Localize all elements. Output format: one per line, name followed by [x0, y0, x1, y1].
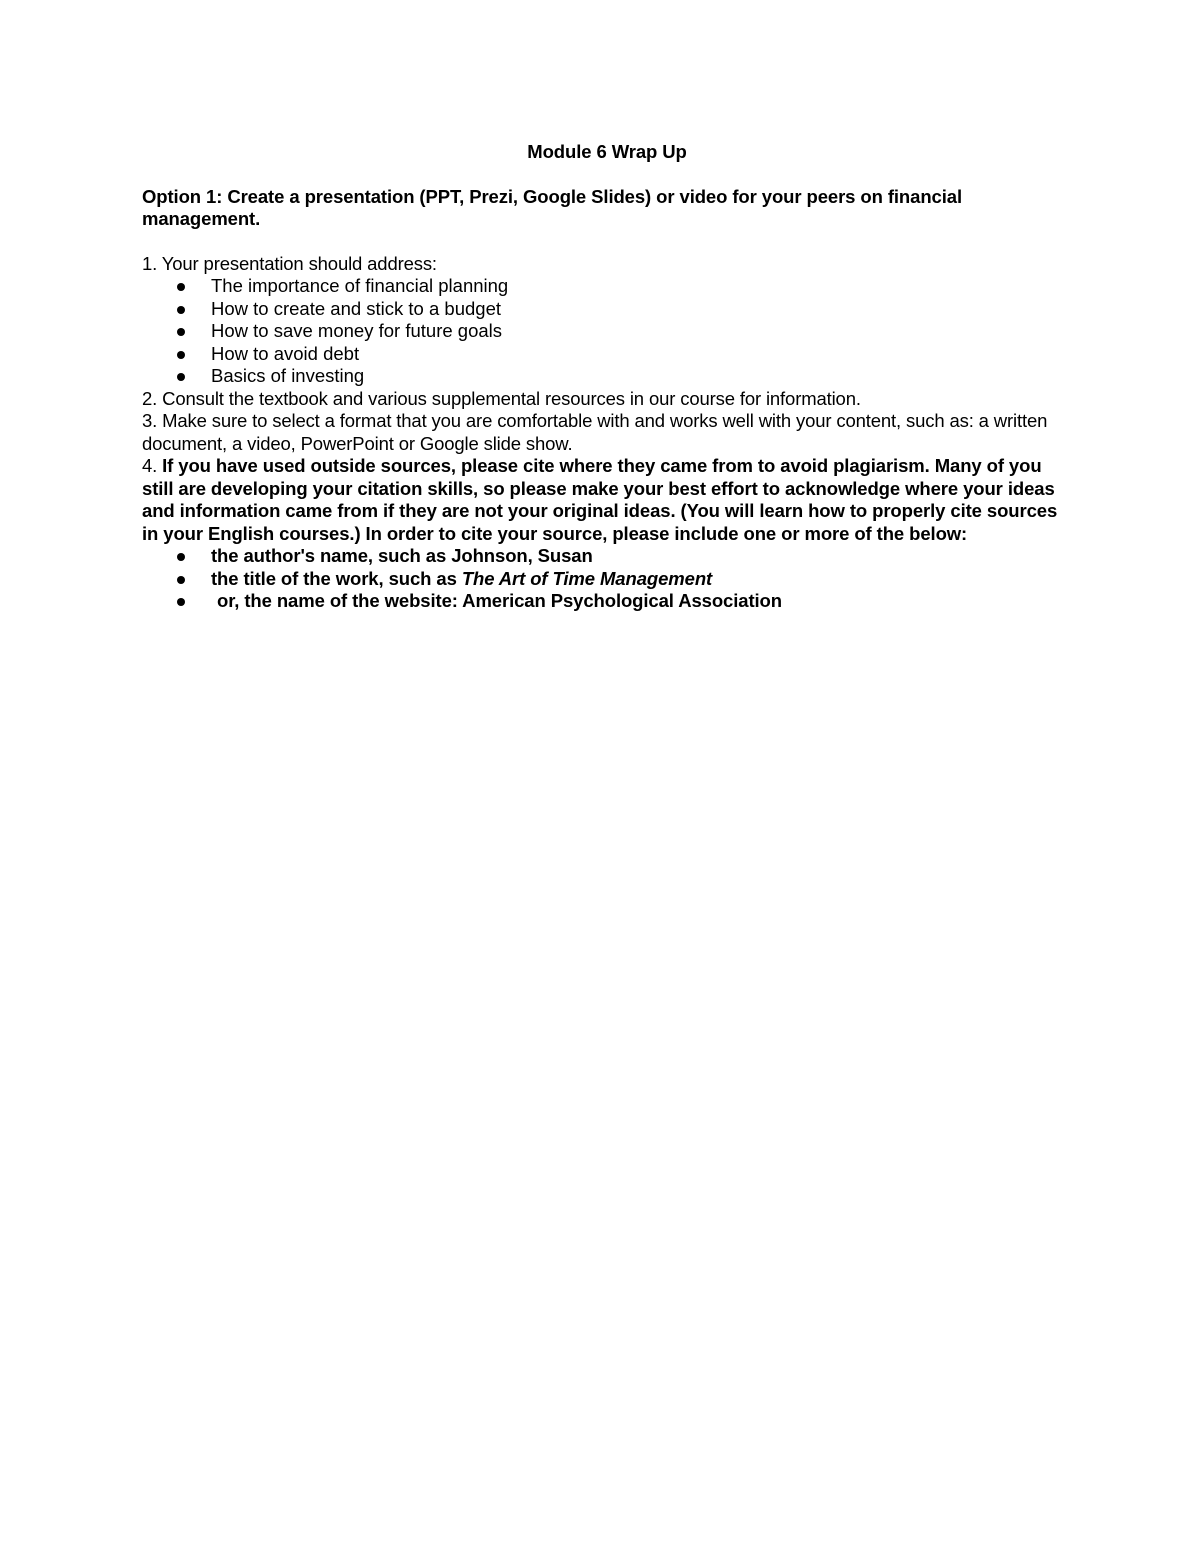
item-3-text: 3. Make sure to select a format that you are comfortable with and works well with your content, such as: a written document, a video, PowerPoint or Google slide show. — [142, 410, 1048, 454]
item-2-text: 2. Consult the textbook and various supplemental resources in our course for information. — [142, 387, 861, 409]
bullet-icon — [177, 351, 185, 359]
item-4-text — [142, 455, 1072, 545]
item-1-bullet-list — [142, 275, 1072, 388]
document-page — [142, 141, 1072, 613]
list-item: or, the name of the website: American Psychological Association — [142, 590, 1072, 613]
option-heading: Option 1: Create a presentation (PPT, Prezi, Google Slides) or video for your peers on financial management. — [142, 185, 962, 229]
bullet-icon — [177, 598, 185, 606]
item-4-body: If you have used outside sources, please cite where they came from to avoid plagiarism. Many of you still are developing your citation skills, so please make your best effort to acknowledge where your ideas and information came from if they are not your original ideas. (You will learn how to properly cite sources in your English courses.) In order to cite your source, please include one or more of the below: — [142, 455, 1058, 544]
document-title: Module 6 Wrap Up — [527, 141, 687, 162]
bullet-icon — [177, 283, 185, 291]
item-4-number: 4. — [142, 455, 163, 476]
list-item: How to avoid debt — [142, 343, 1072, 366]
bullet-icon — [177, 306, 185, 314]
bullet-icon — [177, 553, 185, 561]
citation-bullet-list — [142, 545, 1072, 613]
list-item: the title of the work, such as The Art of Time Management — [142, 568, 1072, 591]
list-item: The importance of financial planning — [142, 275, 1072, 298]
item-1-text: 1. Your presentation should address: — [142, 252, 437, 274]
list-item: Basics of investing — [142, 365, 1072, 388]
work-title: The Art of Time Management — [461, 567, 713, 589]
list-item: How to create and stick to a budget — [142, 298, 1072, 321]
list-item: How to save money for future goals — [142, 320, 1072, 343]
bullet-icon — [177, 373, 185, 381]
bullet-icon — [177, 328, 185, 336]
bullet-icon — [177, 576, 185, 584]
list-item: the author's name, such as Johnson, Susan — [142, 545, 1072, 568]
